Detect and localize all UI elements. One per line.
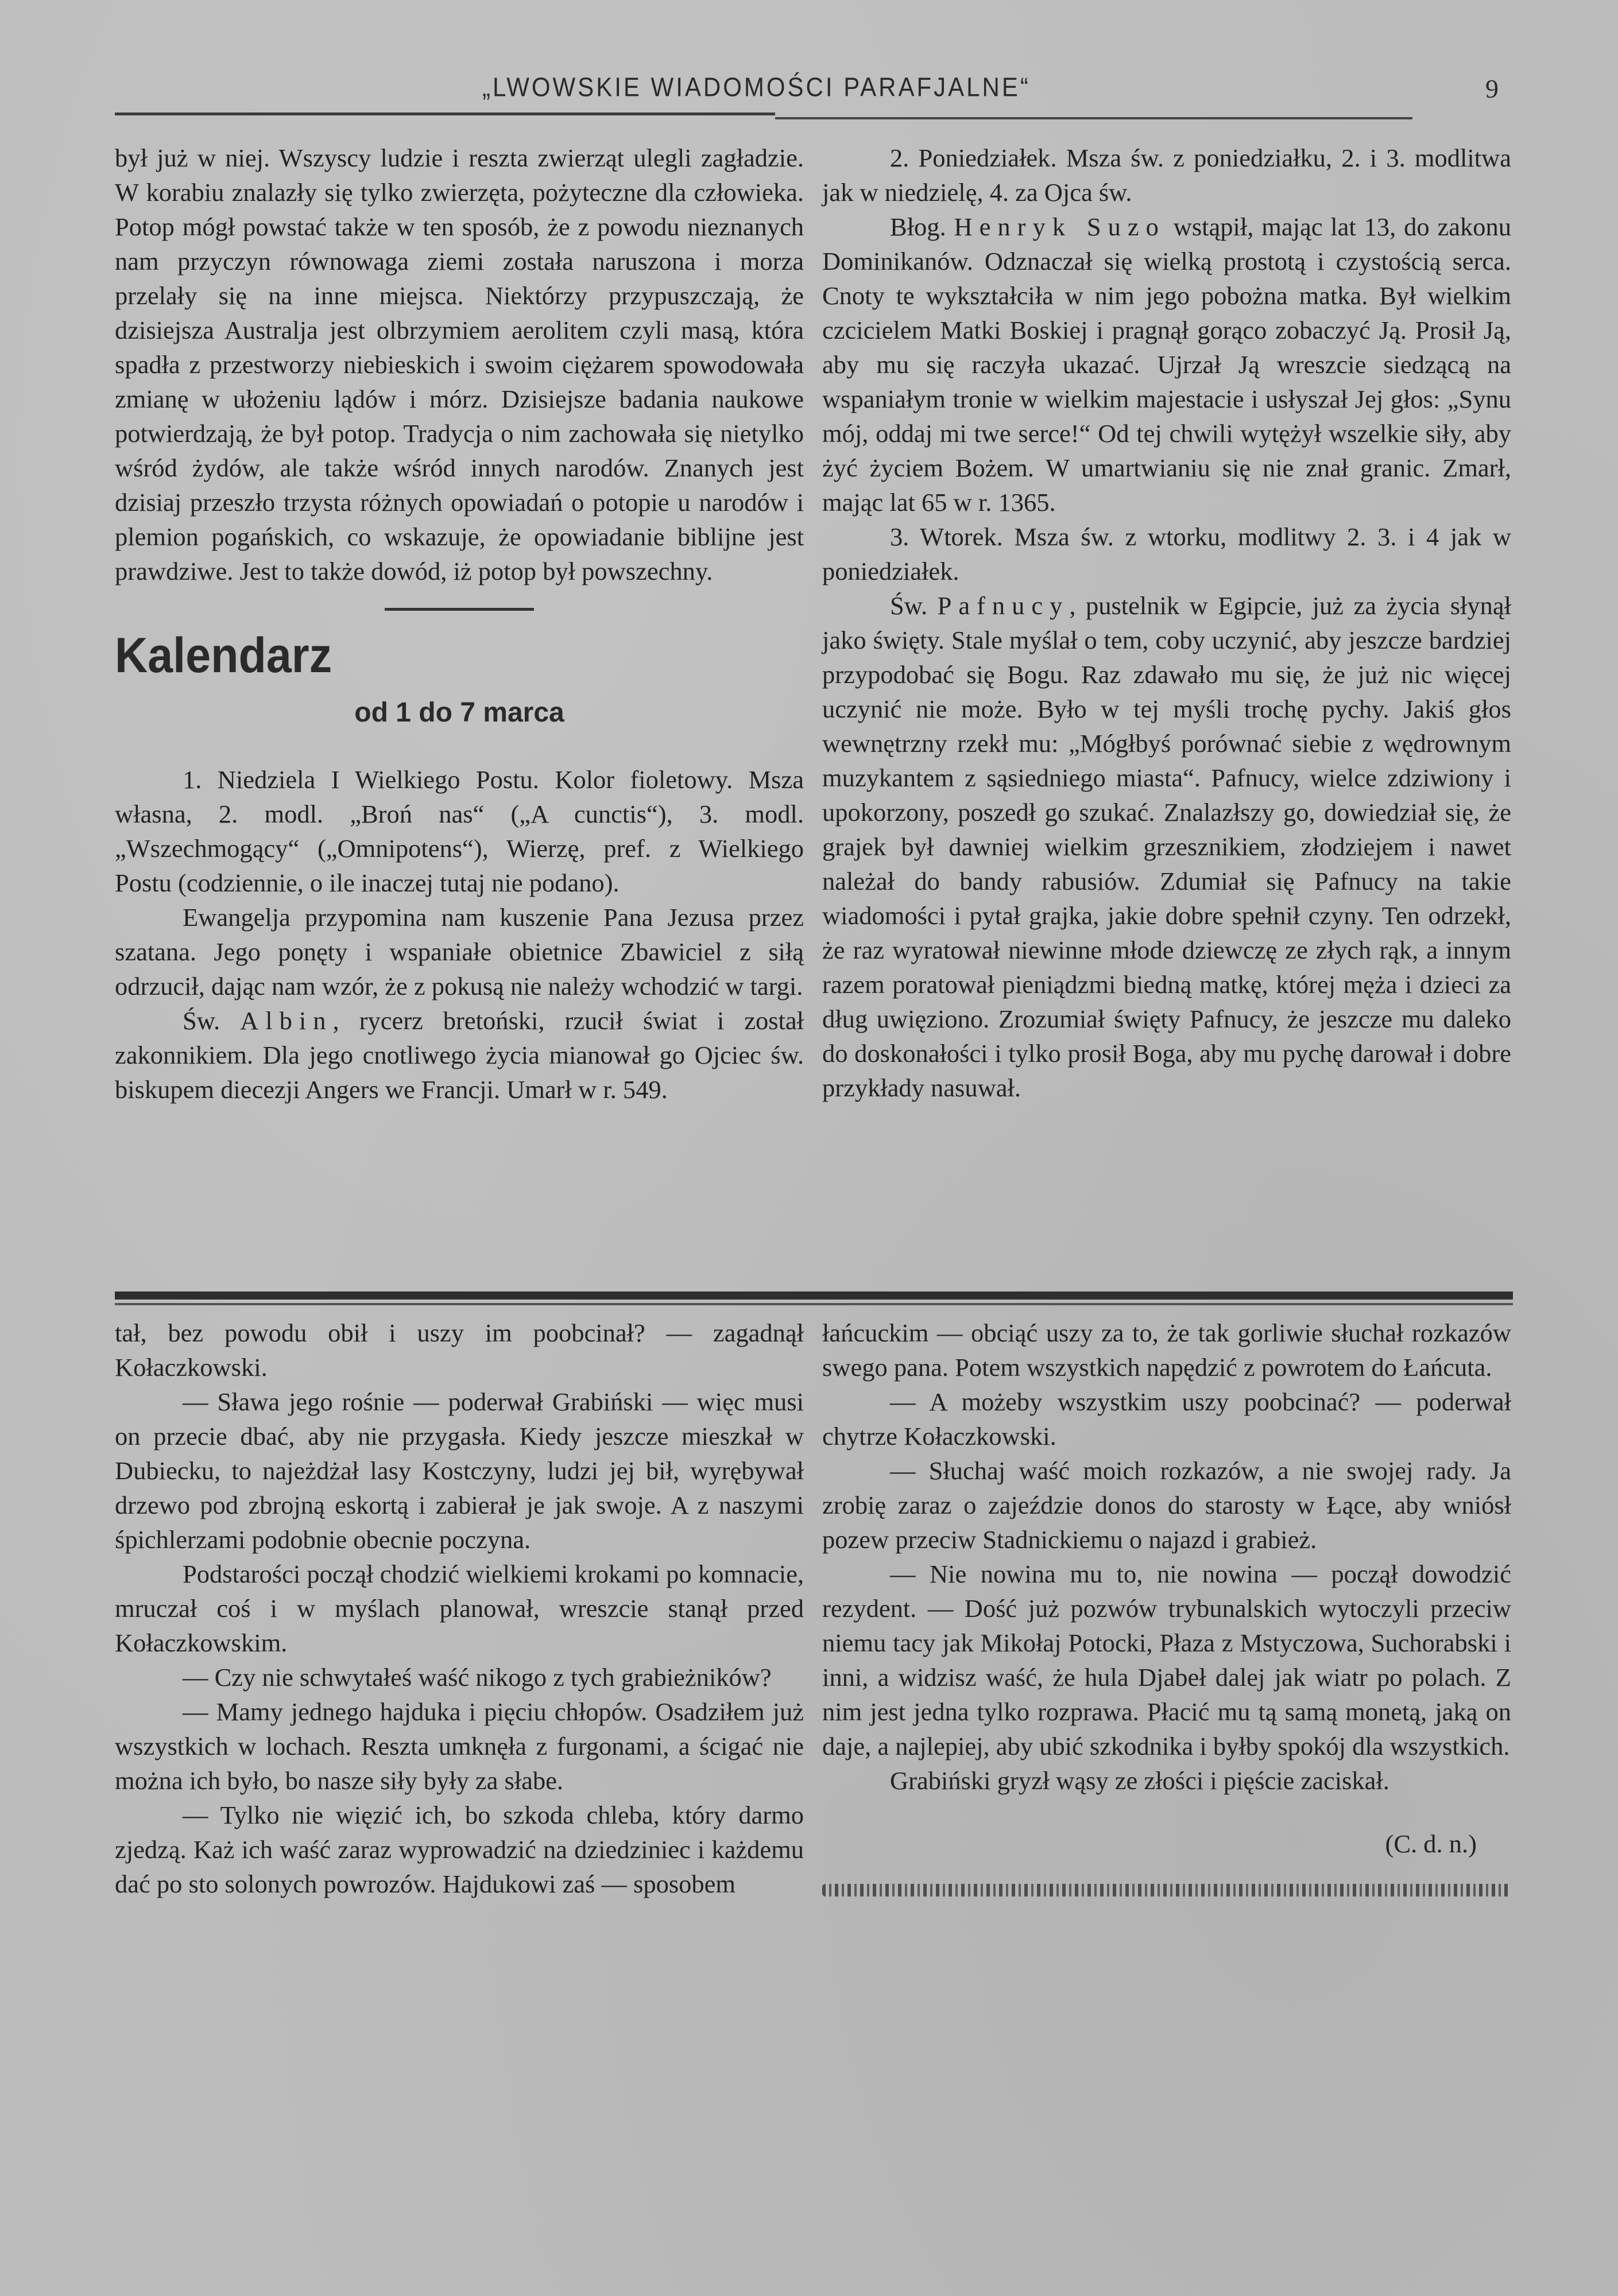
calendar-entry-day3: 3. Wtorek. Msza św. z wtorku, modlitwy 2. 3. i 4 jak w poniedziałek.	[822, 522, 1511, 585]
gospel-paragraph: Ewangelja przypomina nam kuszenie Pana Jezusa przez szatana. Jego ponęty i wspaniałe obietnice Zbawiciel z siłą odrzucił, dając nam wzór, że z pokusą nie należy wchodzić w targi.	[115, 903, 804, 1000]
column-top-right	[822, 141, 1511, 1105]
header-rule	[115, 113, 775, 115]
story-paragraph: — Słuchaj waść moich rozkazów, a nie swojej rady. Ja zrobię zaraz o zajeździe donos do starosty w Łące, aby wniósł pozew przeciw Stadnickiemu o najazd i grabież.	[822, 1456, 1511, 1554]
saint-name: Pafnucy	[937, 591, 1070, 620]
saint-prefix: Św.	[183, 1006, 241, 1035]
saint-name: Albin	[240, 1006, 333, 1035]
story-paragraph: — Tylko nie więzić ich, bo szkoda chleba, który darmo zjedzą. Każ ich waść zaraz wyprowadzić na dziedziniec i każdemu dać po sto solonych powrozów. Hajdukowi zaś — sposobem	[115, 1801, 804, 1898]
feuilleton-separator-thin	[115, 1303, 1513, 1305]
header-rule	[775, 117, 1412, 119]
calendar-date-range: od 1 do 7 marca	[354, 697, 564, 728]
page-header	[115, 69, 1510, 109]
story-paragraph: — Mamy jednego hajduka i pięciu chłopów. Osadziłem już wszystkich w lochach. Reszta umknęła z furgonami, a ścigać nie można ich było, bo nasze siły były za słabe.	[115, 1697, 804, 1795]
story-paragraph: tał, bez powodu obił i uszy im poobcinał? — zagadnął Kołaczkowski.	[115, 1318, 804, 1382]
saint-prefix: Błog.	[890, 212, 954, 241]
column-bottom-right	[822, 1316, 1511, 1896]
page-number: 9	[1485, 74, 1499, 103]
to-be-continued: (C. d. n.)	[1385, 1829, 1477, 1858]
saint-bio: , pustelnik w Egipcie, już za życia słynął jako święty. Stale myślał o tem, coby uczynić, aby jeszcze bardziej przypodobać się Bogu. Raz zdawało mu się, że już nic więcej uczynić nie może. Było w tej myśli trochę pychy. Jakiś głos wewnętrzny rzekł mu: „Mógłbyś porównać siebie z wędrownym muzykantem z sąsiedniego miasta“. Pafnucy, wielce zdziwiony i upokorzony, poszedł go szukać. Znalazłszy go, dowiedział się, że grajek był dawniej wielkim grzesznikiem, złodziejem i nawet należał do bandy rabusiów. Zdumiał się Pafnucy na takie wiadomości i pytał grajka, jakie dobre spełnił czyny. Ten odrzekł, że raz wyratował niewinne młode dziewczę ze złych rąk, a innym razem poratował pieniądzmi biedną matkę, której męża i dzieci za dług uwięziono. Zrozumiał święty Pafnucy, że jeszcze mu daleko do doskonałości i tylko prosił Boga, aby mu pychę darował i dobre przykłady nasuwał.	[822, 591, 1511, 1102]
calendar-heading: Kalendarz	[115, 628, 332, 683]
flood-paragraph: był już w niej. Wszyscy ludzie i reszta zwierząt ulegli zagładzie. W korabiu znalazły się tylko zwierzęta, pożyteczne dla człowieka. Potop mógł powstać także w ten sposób, że z powodu nieznanych nam przyczyn równowaga ziemi została naruszona i morza przelały się na inne miejsca. Niektórzy przypuszczają, że dzisiejsza Australja jest olbrzymiem aerolitem czyli masą, która spadła z przestworzy niebieskich i swoim ciężarem spowodowała zmianę w ułożeniu lądów i mórz. Dzisiejsze badania naukowe potwierdzają, że był potop. Tradycja o nim zachowała się nietylko wśród żydów, ale także wśród innych narodów. Znanych jest dzisiaj przeszło trzysta różnych opowiadań o potopie u narodów i plemion pogańskich, co wskazuje, że opowiadanie biblijne jest prawdziwe. Jest to także dowód, iż potop był powszechny.	[115, 144, 804, 585]
saint-pafnucy-paragraph	[822, 588, 1511, 1105]
story-paragraph: — Czy nie schwytałeś waść nikogo z tych grabieżników?	[183, 1663, 772, 1692]
saint-albin-paragraph	[115, 1003, 804, 1107]
blessed-suzo-paragraph	[822, 210, 1511, 519]
saint-name: Henryk Suzo	[954, 212, 1166, 241]
calendar-entry-day2: 2. Poniedziałek. Msza św. z poniedziałku, 2. i 3. modlitwa jak w niedzielę, 4. za Ojca św.	[822, 144, 1511, 207]
story-paragraph: — A możeby wszystkim uszy poobcinać? — poderwał chytrze Kołaczkowski.	[822, 1387, 1511, 1450]
story-paragraph: Grabiński gryzł wąsy ze złości i pięście zaciskał.	[890, 1766, 1389, 1795]
calendar-entry-day1: 1. Niedziela I Wielkiego Postu. Kolor fioletowy. Msza własna, 2. modl. „Broń nas“ („A cunctis“), 3. modl. „Wszechmogący“ („Omnipotens“), Wierzę, pref. z Wielkiego Postu (codziennie, o ile inaczej tutaj nie podano).	[115, 765, 804, 897]
publication-title: „LWOWSKIE WIADOMOŚCI PARAFJALNE“	[482, 72, 1031, 102]
saint-bio: wstąpił, mając lat 13, do zakonu Dominikanów. Odznaczał się wielką prostotą i czystością serca. Cnoty te wykształciła w nim jego pobożna matka. Był wielkim czcicielem Matki Boskiej i pragnął gorąco zobaczyć Ją. Prosił Ją, aby mu się raczyła ukazać. Ujrzał Ją wreszcie siedzącą na wspaniałym tronie w wielkim majestacie i usłyszał Jej głos: „Synu mój, oddaj mi twe serce!“ Od tej chwili wytężył wszelkie siły, aby żyć życiem Bożem. W umartwianiu się nie znał granic. Zmarł, mając lat 65 w r. 1365.	[822, 212, 1511, 517]
story-paragraph: Podstarości począł chodzić wielkiemi krokami po komnacie, mruczał coś i w myślach planował, wreszcie stanął przed Kołaczkowskim.	[115, 1560, 804, 1657]
story-paragraph: — Sława jego rośnie — poderwał Grabiński — więc musi on przecie dbać, aby nie przygasła. Kiedy jeszcze mieszkał w Dubiecku, to najeżdżał lasy Kostczyny, ludzi jej bił, wyrębywał drzewo pod zbrojną eskortą i zabierał je jak swoje. A z naszymi śpichlerzami podobnie obecnie poczyna.	[115, 1387, 804, 1554]
column-top-left	[115, 141, 804, 1107]
feuilleton-separator	[115, 1292, 1513, 1300]
column-bottom-left	[115, 1316, 804, 1901]
saint-prefix: Św.	[890, 591, 938, 620]
saint-bio: , rycerz bretoński, rzucił świat i został zakonnikiem. Dla jego cnotliwego życia mianował go Ojciec św. biskupem diecezji Angers we Francji. Umarł w r. 549.	[115, 1006, 804, 1104]
section-divider	[385, 608, 534, 611]
ornamental-rule	[822, 1884, 1511, 1896]
story-paragraph: — Nie nowina mu to, nie nowina — począł dowodzić rezydent. — Dość już pozwów trybunalskich wytoczyli przeciw niemu tacy jak Mikołaj Potocki, Płaza z Mstyczowa, Suchorabski i inni, a widzisz waść, że hula Djabeł dalej jak wiatr po polach. Z nim jest jedna tylko rozprawa. Płacić mu tą samą monetą, jaką on daje, a najlepiej, aby ubić szkodnika i byłby spokój dla wszystkich.	[822, 1560, 1511, 1760]
story-paragraph: łańcuckim — obciąć uszy za to, że tak gorliwie słuchał rozkazów swego pana. Potem wszystkich napędzić z powrotem do Łańcuta.	[822, 1318, 1511, 1382]
